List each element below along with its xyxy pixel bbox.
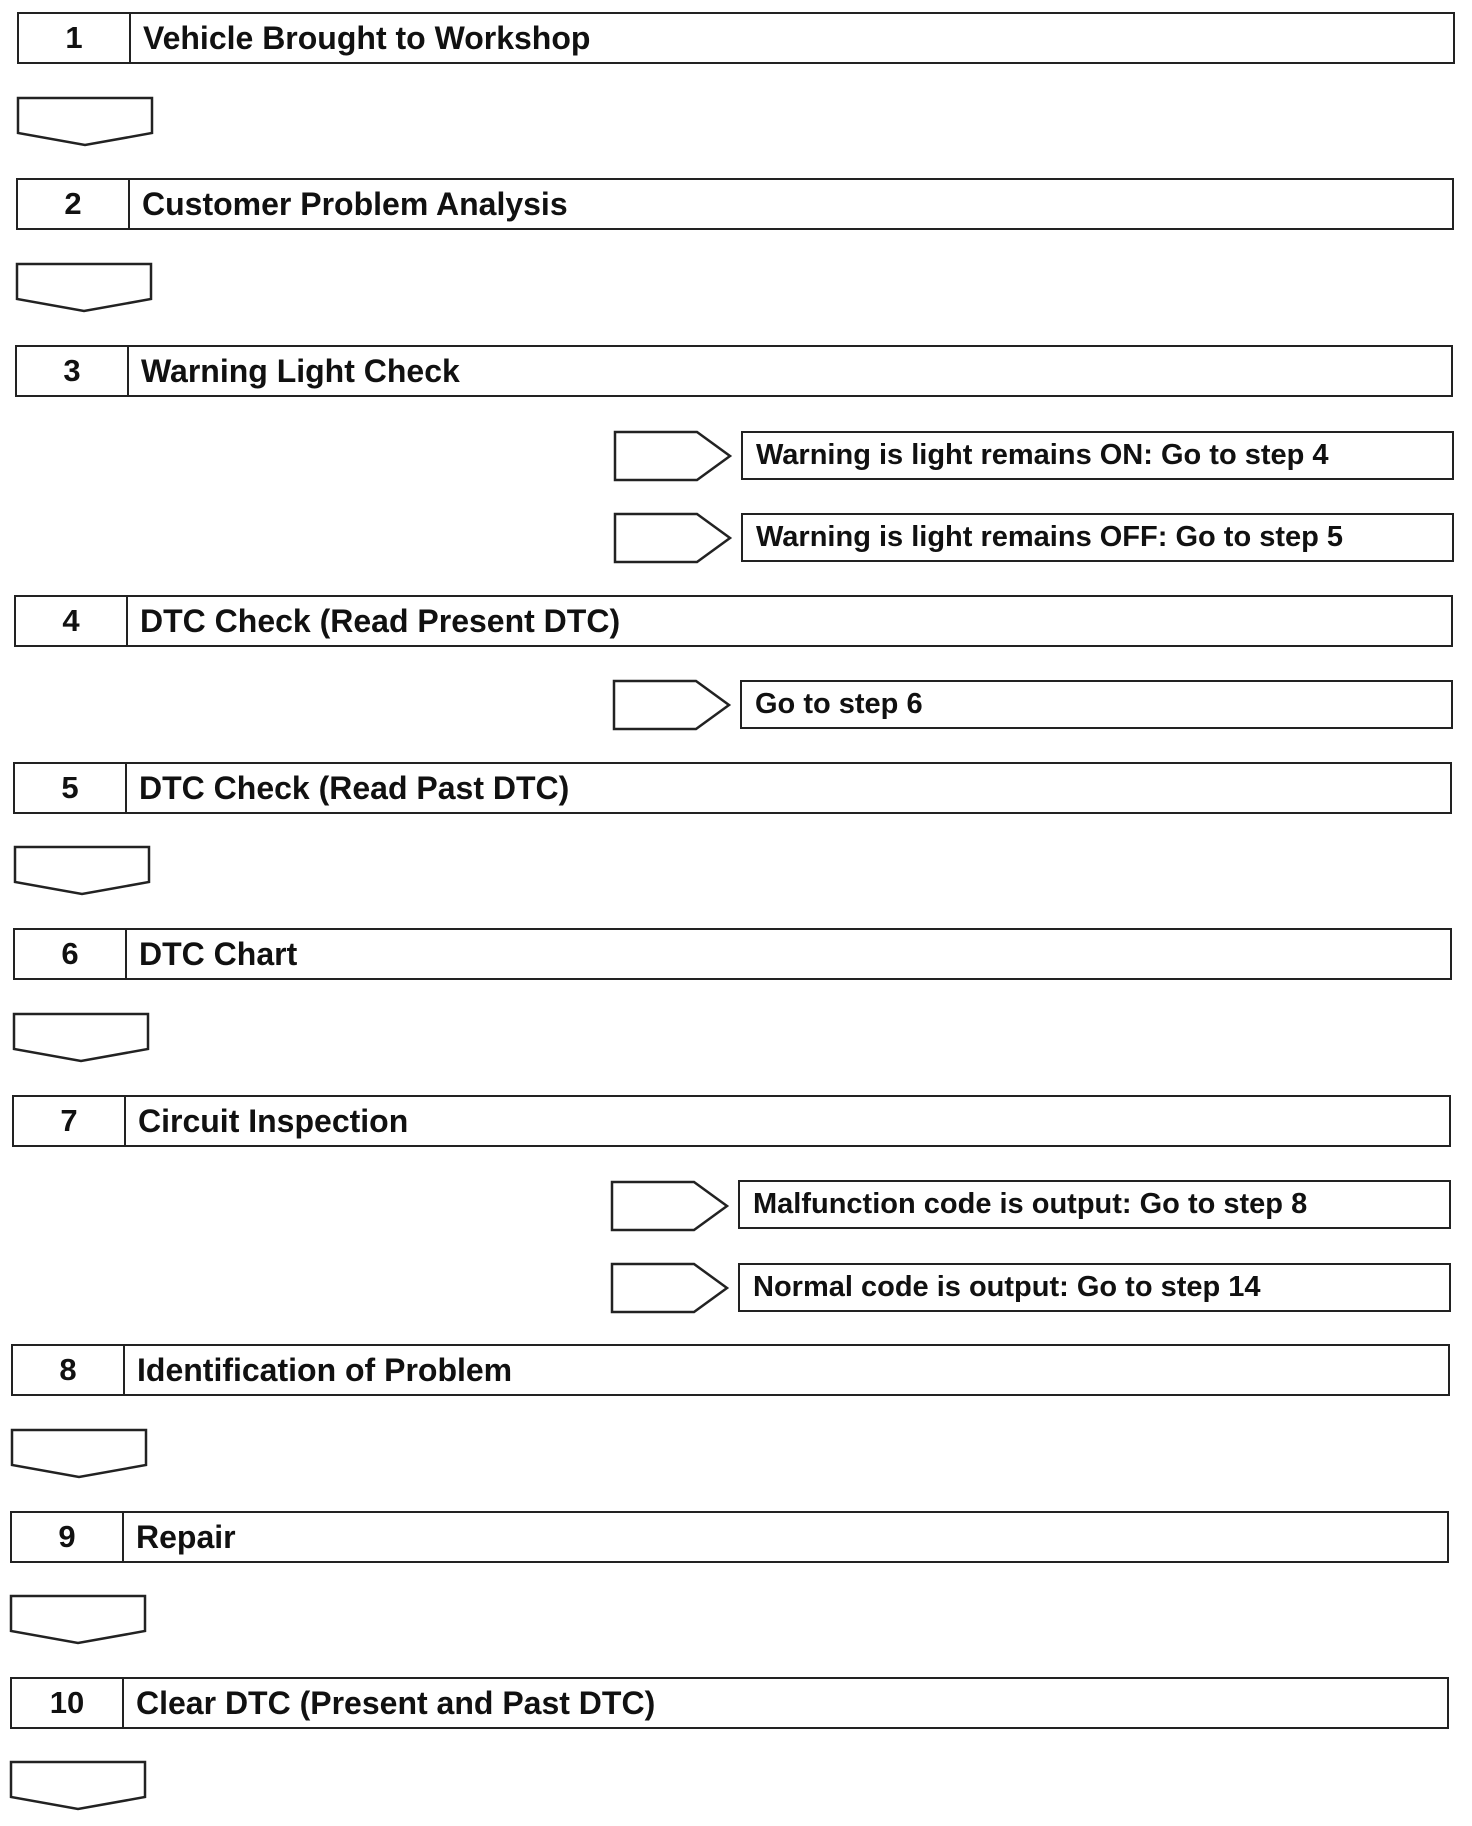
- branch-note: Warning is light remains ON: Go to step 4: [741, 431, 1454, 480]
- step-title: Repair: [136, 1518, 236, 1555]
- step-title: Customer Problem Analysis: [142, 185, 568, 222]
- step-number: 3: [17, 347, 129, 395]
- branch-note: Normal code is output: Go to step 14: [738, 1263, 1451, 1312]
- step-title: Circuit Inspection: [138, 1102, 409, 1139]
- step-6-box: [13, 928, 1452, 980]
- step-number: 5: [15, 764, 127, 812]
- down-arrow-icon: [9, 1760, 147, 1812]
- down-arrow-icon: [10, 1428, 148, 1480]
- down-arrow-icon: [12, 1012, 150, 1064]
- right-arrow-icon: [610, 1180, 730, 1232]
- step-title: Vehicle Brought to Workshop: [143, 19, 591, 56]
- down-arrow-icon: [16, 96, 154, 148]
- step-4-box: [14, 595, 1453, 647]
- branch-note: Go to step 6: [740, 680, 1453, 729]
- step-number: 10: [12, 1679, 124, 1727]
- step-title: Warning Light Check: [141, 352, 460, 389]
- right-arrow-icon: [610, 1262, 730, 1314]
- down-arrow-icon: [15, 262, 153, 314]
- step-number: 1: [19, 14, 131, 62]
- step-title: DTC Check (Read Past DTC): [139, 769, 570, 806]
- step-10-box: [10, 1677, 1449, 1729]
- step-3-box: [15, 345, 1453, 397]
- branch-note: Warning is light remains OFF: Go to step 5: [741, 513, 1454, 562]
- branch-note: Malfunction code is output: Go to step 8: [738, 1180, 1451, 1229]
- step-number: 4: [16, 597, 128, 645]
- step-9-box: [10, 1511, 1449, 1563]
- step-title: Clear DTC (Present and Past DTC): [136, 1684, 656, 1721]
- down-arrow-icon: [13, 845, 151, 897]
- step-title: DTC Chart: [139, 935, 298, 972]
- step-5-box: [13, 762, 1452, 814]
- right-arrow-icon: [613, 512, 733, 564]
- step-title: DTC Check (Read Present DTC): [140, 602, 621, 639]
- step-7-box: [12, 1095, 1451, 1147]
- step-number: 6: [15, 930, 127, 978]
- step-number: 7: [14, 1097, 126, 1145]
- step-title: Identification of Problem: [137, 1351, 513, 1388]
- step-number: 8: [13, 1346, 125, 1394]
- step-number: 2: [18, 180, 130, 228]
- down-arrow-icon: [9, 1594, 147, 1646]
- step-2-box: [16, 178, 1454, 230]
- right-arrow-icon: [612, 679, 732, 731]
- right-arrow-icon: [613, 430, 733, 482]
- step-8-box: [11, 1344, 1450, 1396]
- step-number: 9: [12, 1513, 124, 1561]
- step-1-box: [17, 12, 1455, 64]
